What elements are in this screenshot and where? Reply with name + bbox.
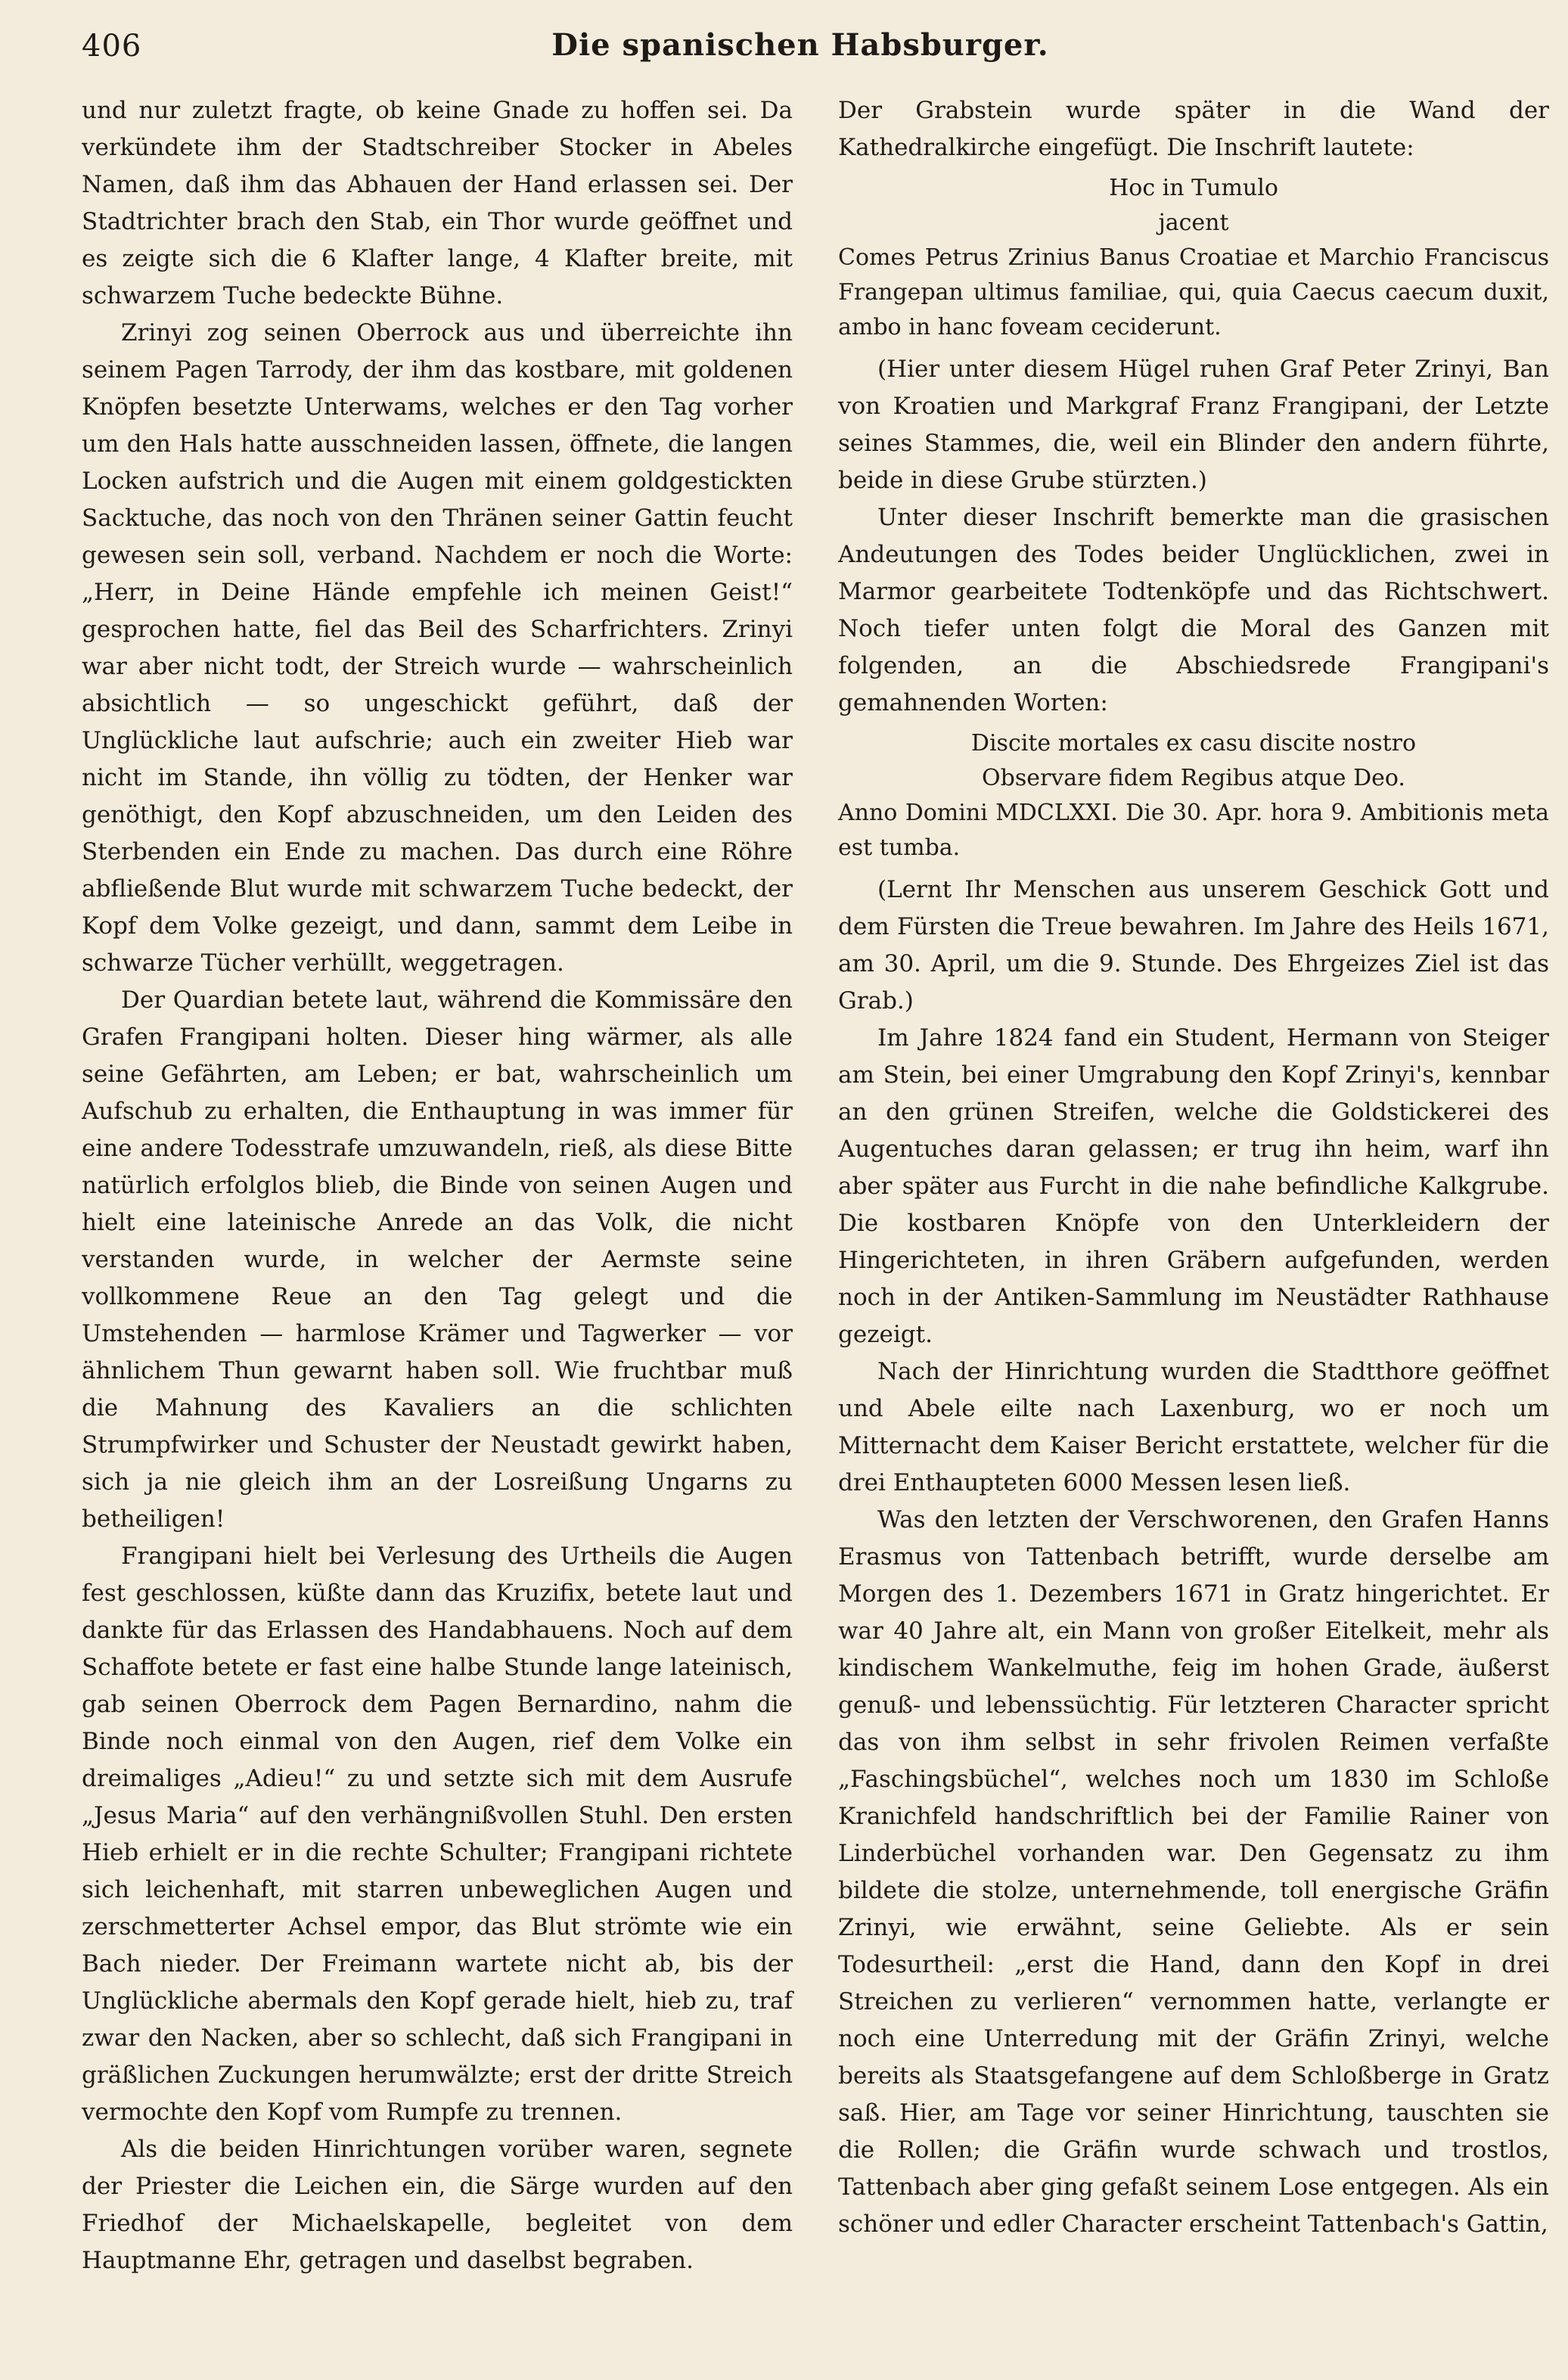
inscription-line: jacent	[1158, 210, 1229, 236]
inscription-line: Hoc in Tumulo	[1109, 175, 1278, 201]
paragraph: Unter dieser Inschrift bemerkte man die grasischen Andeutungen des Todes beider Unglücklichen, zwei in Marmor gearbeitete Todtenköpfe und das Richtschwert. Noch tiefer unten folgt die Moral des Ganzen mit folgenden, an die Abschiedsrede Frangipani's gemahnenden Worten:	[838, 504, 1549, 716]
paragraph: Frangipani hielt bei Verlesung des Urtheils die Augen fest geschlossen, küßte dann das Kruzifix, betete laut und dankte für das Erlassen des Handabhauens. Noch auf dem Schaffote betete er fast eine halbe Stunde lange lateinisch, gab seinen Oberrock dem Pagen Bernardino, nahm die Binde noch einmal von den Augen, rief dem Volke ein dreimaliges „Adieu!“ zu und setzte sich mit dem Ausrufe „Jesus Maria“ auf den verhängnißvollen Stuhl. Den ersten Hieb erhielt er in die rechte Schulter; Frangipani richtete sich leichenhaft, mit starren unbeweglichen Augen und zerschmetterter Achsel empor, das Blut strömte wie ein Bach nieder. Der Freimann wartete nicht ab, bis der Unglückliche abermals den Kopf gerade hielt, hieb zu, traf zwar den Nacken, aber so schlecht, daß sich Frangipani in gräßlichen Zuckungen herumwälzte; erst der dritte Streich vermochte den Kopf vom Rumpfe zu trennen.	[82, 1543, 793, 2126]
paragraph: Der Quardian betete laut, während die Kommissäre den Grafen Frangipani holten. Dieser hing wärmer, als alle seine Gefährten, am Leben; er bat, wahrscheinlich um Aufschub zu erhalten, die Enthauptung in was immer für eine andere Todesstrafe umzuwandeln, rieß, als diese Bitte natürlich erfolglos blieb, die Binde von seinen Augen und hielt eine lateinische Anrede an das Volk, die nicht verstanden wurde, in welcher der Aermste seine vollkommene Reue an den Tag gelegt und die Umstehenden — harmlose Krämer und Tagwerker — vor ähnlichem Thun gewarnt haben soll. Wie fruchtbar muß die Mahnung des Kavaliers an die schlichten Strumpfwirker und Schuster der Neustadt gewirkt haben, sich ja nie gleich ihm an der Losreißung Ungarns zu betheiligen!	[82, 986, 793, 1533]
verse-line: Anno Domini MDCLXXI. Die 30. Apr. hora 9. Ambitionis meta est tumba.	[838, 800, 1549, 861]
book-page	[82, 23, 1549, 2274]
text-columns	[82, 92, 1549, 2279]
right-column	[838, 92, 1549, 2279]
paragraph: (Lernt Ihr Menschen aus unserem Geschick Gott und dem Fürsten die Treue bewahren. Im Jahre des Heils 1671, am 30. April, um die 9. Stunde. Des Ehrgeizes Ziel ist das Grab.)	[838, 876, 1549, 1014]
paragraph: Im Jahre 1824 fand ein Student, Hermann von Steiger am Stein, bei einer Umgrabung den Kopf Zrinyi's, kennbar an den grünen Streifen, welche die Goldstickerei des Augentuches daran gelassen; er trug ihn heim, warf ihn aber später aus Furcht in die nahe befindliche Kalkgrube. Die kostbaren Knöpfe von den Unterkleidern der Hingerichteten, in ihren Gräbern aufgefunden, werden noch in der Antiken-Sammlung im Neustädter Rathhause gezeigt.	[838, 1024, 1549, 1348]
latin-verse	[838, 726, 1549, 865]
paragraph: und nur zuletzt fragte, ob keine Gnade zu hoffen sei. Da verkündete ihm der Stadtschreiber Stocker in Abeles Namen, daß ihm das Abhauen der Hand erlassen sei. Der Stadtrichter brach den Stab, ein Thor wurde geöffnet und es zeigte sich die 6 Klafter lange, 4 Klafter breite, mit schwarzem Tuche bedeckte Bühne.	[82, 97, 793, 309]
page-header	[82, 23, 1519, 76]
inscription-line: Comes Petrus Zrinius Banus Croatiae et Marchio Franciscus Frangepan ultimus familiae, qui, quia Caecus caecum duxit, ambo in hanc foveam ceciderunt.	[838, 244, 1549, 340]
paragraph: Der Grabstein wurde später in die Wand der Kathedralkirche eingefügt. Die Inschrift lautete:	[838, 97, 1549, 161]
verse-line: Observare fidem Regibus atque Deo.	[982, 765, 1405, 791]
page-number: 406	[82, 29, 142, 64]
running-title: Die spanischen Habsburger.	[551, 27, 1049, 63]
left-column	[82, 92, 793, 2279]
paragraph: Was den letzten der Verschworenen, den Grafen Hanns Erasmus von Tattenbach betrifft, wurde derselbe am Morgen des 1. Dezembers 1671 in Gratz hingerichtet. Er war 40 Jahre alt, ein Mann von großer Eitelkeit, mehr als kindischem Wankelmuthe, feig im hohen Grade, äußerst genuß- und lebenssüchtig. Für letzteren Character spricht das von ihm selbst in sehr frivolen Reimen verfaßte „Faschingsbüchel“, welches noch um 1830 im Schloße Kranichfeld handschriftlich bei der Familie Rainer von Linderbüchel vorhanden war. Den Gegensatz zu ihm bildete die stolze, unternehmende, toll energische Gräfin Zrinyi, wie erwähnt, seine Geliebte. Als er sein Todesurtheil: „erst die Hand, dann den Kopf in drei Streichen zu verlieren“ vernommen hatte, verlangte er noch eine Unterredung mit der Gräfin Zrinyi, welche bereits als Staatsgefangene auf dem Schloßberge in Gratz saß. Hier, am Tage vor seiner Hinrichtung, tauschten sie die Rollen; die Gräfin wurde schwach und trostlos, Tattenbach aber ging gefaßt seinem Lose entgegen. Als ein schöner und edler Character erscheint Tattenbach's Gattin,	[838, 1506, 1549, 2238]
latin-inscription	[838, 171, 1549, 345]
verse-line: Discite mortales ex casu discite nostro	[970, 730, 1417, 757]
paragraph: Zrinyi zog seinen Oberrock aus und überreichte ihn seinem Pagen Tarrody, der ihm das kostbare, mit goldenen Knöpfen besetzte Unterwams, welches er den Tag vorher um den Hals hatte ausschneiden lassen, öffnete, die langen Locken aufstrich und die Augen mit einem goldgestickten Sacktuche, das noch von den Thränen seiner Gattin feucht gewesen sein soll, verband. Nachdem er noch die Worte: „Herr, in Deine Hände empfehle ich meinen Geist!“ gesprochen hatte, fiel das Beil des Scharfrichters. Zrinyi war aber nicht todt, der Streich wurde — wahrscheinlich absichtlich — so ungeschickt geführt, daß der Unglückliche laut aufschrie; auch ein zweiter Hieb war nicht im Stande, ihn völlig zu tödten, der Henker war genöthigt, den Kopf abzuschneiden, um den Leiden des Sterbenden ein Ende zu machen. Das durch eine Röhre abfließende Blut wurde mit schwarzem Tuche bedeckt, der Kopf dem Volke gezeigt, und dann, sammt dem Leibe in schwarze Tücher verhüllt, weggetragen.	[82, 319, 793, 977]
paragraph: Als die beiden Hinrichtungen vorüber waren, segnete der Priester die Leichen ein, die Särge wurden auf den Friedhof der Michaelskapelle, begleitet von dem Hauptmanne Ehr, getragen und daselbst begraben.	[82, 2136, 793, 2274]
paragraph: Nach der Hinrichtung wurden die Stadtthore geöffnet und Abele eilte nach Laxenburg, wo er noch um Mitternacht dem Kaiser Bericht erstattete, welcher für die drei Enthaupteten 6000 Messen lesen ließ.	[838, 1358, 1549, 1496]
paragraph: (Hier unter diesem Hügel ruhen Graf Peter Zrinyi, Ban von Kroatien und Markgraf Franz Frangipani, der Letzte seines Stammes, die, weil ein Blinder den andern führte, beide in diese Grube stürzten.)	[838, 356, 1549, 494]
